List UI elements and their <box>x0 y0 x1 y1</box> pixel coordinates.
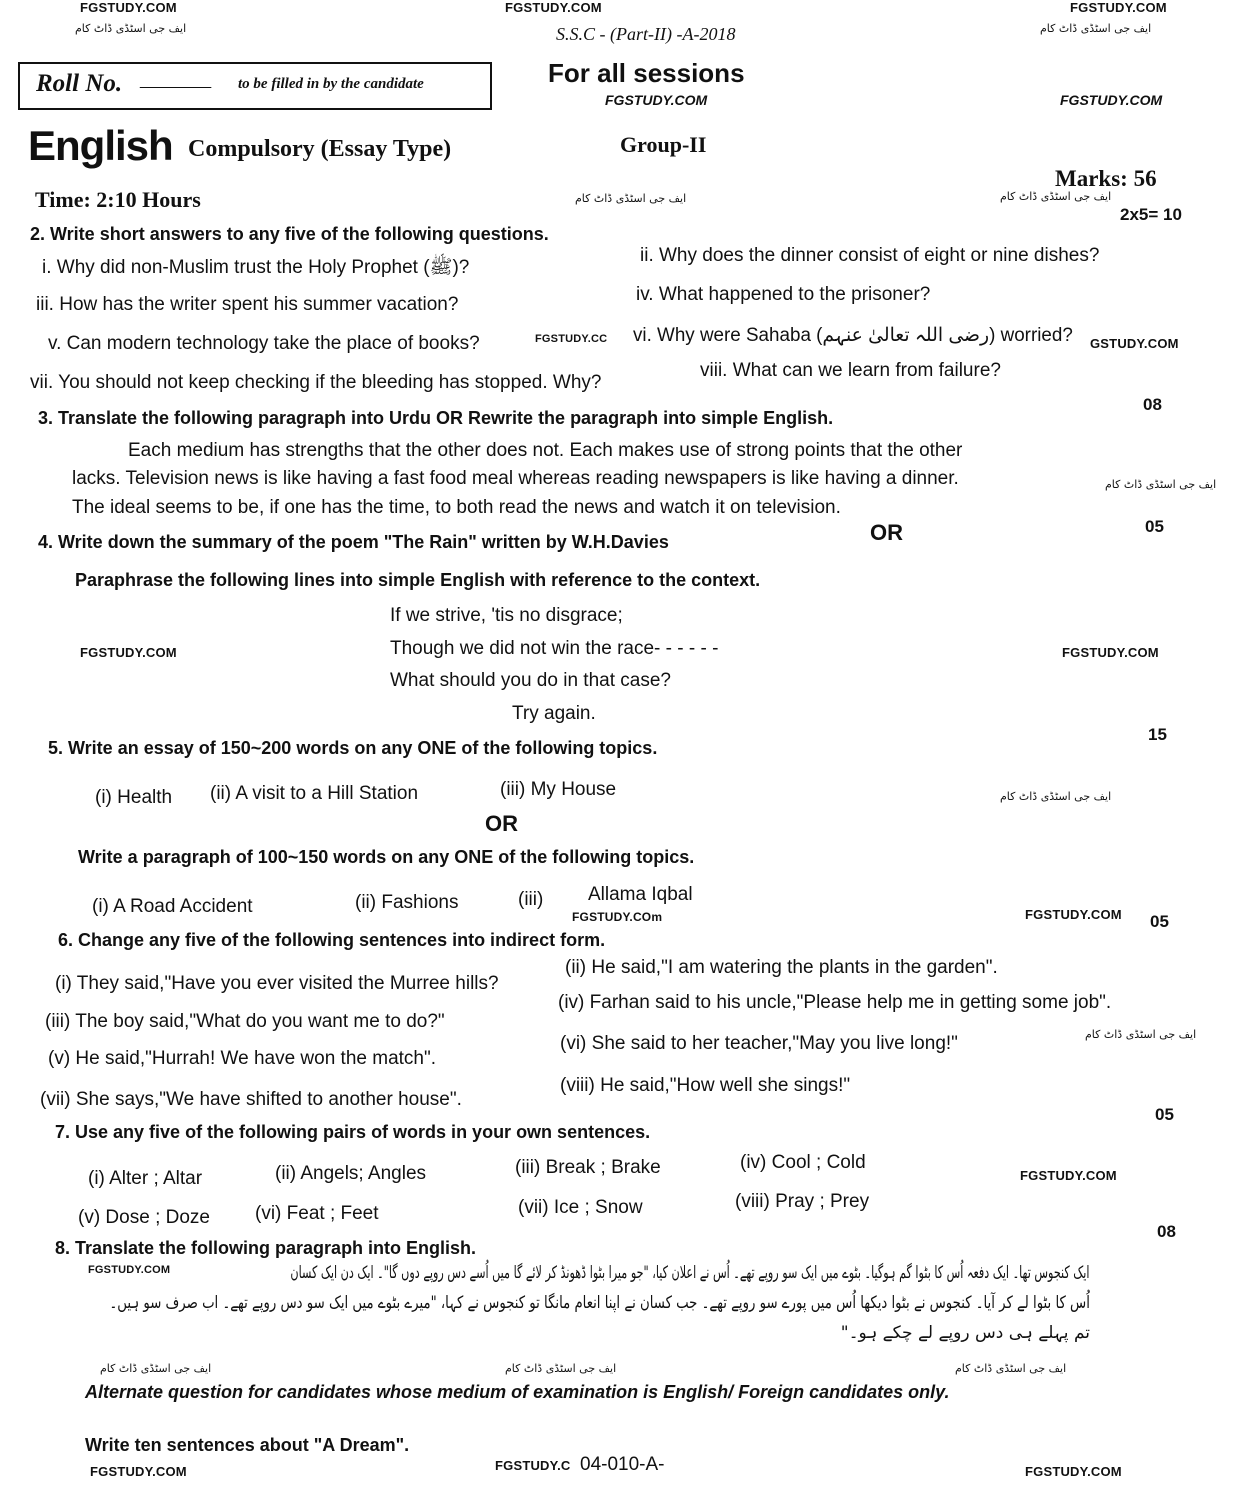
subject-subtitle: Compulsory (Essay Type) <box>188 136 452 162</box>
q3-marks: 08 <box>1143 395 1162 414</box>
watermark: FGSTUDY.CC <box>535 333 608 345</box>
q5-alt-topic: (iii) <box>518 889 544 910</box>
q2-item: ii. Why does the dinner consist of eight or nine dishes? <box>640 245 1100 266</box>
watermark-urdu: ایف جی اسٹڈی ڈاٹ کام <box>1000 790 1112 803</box>
watermark: GSTUDY.COM <box>1090 336 1179 351</box>
poem-line: Though we did not win the race- - - - - - <box>390 638 719 659</box>
poem-line: What should you do in that case? <box>390 670 671 691</box>
urdu-paragraph-line: اُس کا بٹوا لے کر آیا۔ کنجوس نے بٹوا دیکھا اُس میں پورے سو روپے تھے۔ جب کسان نے اپنا انعام مانگا تو کنجوس نے کہا، "میرے بٹوے میں ایک سو دس روپے تھے۔ اب صرف سو ہیں۔ <box>109 1293 1090 1313</box>
q3-title: 3. Translate the following paragraph into Urdu OR Rewrite the paragraph into simple English. <box>38 408 834 428</box>
q3-paragraph-line: Each medium has strengths that the other does not. Each makes use of strong points that the other <box>128 440 963 461</box>
subject-title: English <box>28 122 173 169</box>
sessions-label: For all sessions <box>548 58 745 88</box>
roll-note: to be filled in by the candidate <box>238 76 424 92</box>
watermark-urdu: ایف جی اسٹڈی ڈاٹ کام <box>100 1362 212 1375</box>
q6-item: (vi) She said to her teacher,"May you live long!" <box>560 1033 958 1054</box>
q5-title: 5. Write an essay of 150~200 words on any ONE of the following topics. <box>48 738 658 758</box>
watermark: FGSTUDY.COM <box>505 0 602 15</box>
watermark: FGSTUDY.COM <box>1025 907 1122 922</box>
watermark: FGSTUDY.COM <box>80 645 177 660</box>
word-pair: (iv) Cool ; Cold <box>740 1152 866 1173</box>
q4-title: 4. Write down the summary of the poem "The Rain" written by W.H.Davies <box>38 532 669 552</box>
q2-marks: 2x5= 10 <box>1120 205 1182 224</box>
q3-paragraph-line: The ideal seems to be, if one has the time, to both read the news and watch it on television. <box>72 497 841 518</box>
watermark-urdu: ایف جی اسٹڈی ڈاٹ کام <box>1040 22 1152 35</box>
watermark-urdu: ایف جی اسٹڈی ڈاٹ کام <box>955 1362 1067 1375</box>
word-pair: (i) Alter ; Altar <box>88 1168 203 1189</box>
urdu-paragraph-line: تم پہلے ہی دس روپے لے چکے ہو۔" <box>840 1323 1090 1343</box>
q6-item: (iv) Farhan said to his uncle,"Please help me in getting some job". <box>558 992 1112 1013</box>
poem-line: Try again. <box>512 703 596 724</box>
watermark-urdu: ایف جی اسٹڈی ڈاٹ کام <box>505 1362 617 1375</box>
q6-item: (viii) He said,"How well she sings!" <box>560 1075 851 1096</box>
urdu-paragraph-line: ایک کنجوس تھا۔ ایک دفعہ اُس کا بٹوا گم ہوگیا۔ بٹوے میں ایک سو روپے تھے۔ اُس نے اعلان کیا، "جو میرا بٹوا ڈھونڈ کر لائے گا میں اُسے دس روپے دوں گا"۔ ایک دن ایک کسان <box>290 1263 1090 1283</box>
q2-item: iii. How has the writer spent his summer vacation? <box>36 294 459 315</box>
time-allowed: Time: 2:10 Hours <box>35 187 201 212</box>
watermark-urdu: ایف جی اسٹڈی ڈاٹ کام <box>1000 190 1112 203</box>
q2-item: viii. What can we learn from failure? <box>700 360 1001 381</box>
group-label: Group-II <box>620 132 707 157</box>
q8-title: 8. Translate the following paragraph into English. <box>55 1238 477 1258</box>
word-pair: (v) Dose ; Doze <box>78 1207 210 1228</box>
q5-alt-title: Write a paragraph of 100~150 words on any ONE of the following topics. <box>78 847 695 867</box>
q6-item: (iii) The boy said,"What do you want me to do?" <box>45 1011 445 1032</box>
watermark: FGSTUDY.COM <box>88 1264 171 1276</box>
watermark: FGSTUDY.COM <box>605 92 708 108</box>
q5-topic: (i) Health <box>95 787 173 808</box>
watermark-urdu: ایف جی اسٹڈی ڈاٹ کام <box>1105 478 1217 491</box>
q7-marks: 05 <box>1155 1105 1174 1124</box>
q5-topic: (ii) A visit to a Hill Station <box>210 783 419 804</box>
q4-alt-title: Paraphrase the following lines into simple English with reference to the context. <box>75 570 761 590</box>
watermark: FGSTUDY.COM <box>1070 0 1167 15</box>
watermark: FGSTUDY.COM <box>90 1464 187 1479</box>
word-pair: (vi) Feat ; Feet <box>255 1203 379 1224</box>
watermark: FGSTUDY.COM <box>1020 1168 1117 1183</box>
q4-or: OR <box>870 520 903 545</box>
q2-item: v. Can modern technology take the place of books? <box>48 333 480 354</box>
q5-alt-topic: (i) A Road Accident <box>92 896 253 917</box>
exam-code: S.S.C - (Part-II) -A-2018 <box>556 24 736 44</box>
q6-title: 6. Change any five of the following sentences into indirect form. <box>58 930 606 950</box>
watermark-urdu: ایف جی اسٹڈی ڈاٹ کام <box>1085 1028 1197 1041</box>
word-pair: (ii) Angels; Angles <box>275 1163 427 1184</box>
watermark: FGSTUDY.COM <box>80 0 177 15</box>
q2-item: vi. Why were Sahaba (رضی اللہ تعالیٰ عنہم) worried? <box>633 325 1073 346</box>
alternate-question-note: Alternate question for candidates whose medium of examination is English/ Foreign candidates only. <box>85 1382 950 1402</box>
q4-marks: 05 <box>1145 517 1164 536</box>
q5-or: OR <box>485 811 518 836</box>
q6-item: (i) They said,"Have you ever visited the Murree hills? <box>55 973 499 994</box>
watermark: FGSTUDY.COm <box>572 910 663 924</box>
q5-alt-topic: Allama Iqbal <box>588 884 693 905</box>
q2-title: 2. Write short answers to any five of the following questions. <box>30 224 549 244</box>
q7-title: 7. Use any five of the following pairs of words in your own sentences. <box>55 1122 651 1142</box>
watermark-urdu: ایف جی اسٹڈی ڈاٹ کام <box>575 192 687 205</box>
q6-item: (ii) He said,"I am watering the plants in the garden". <box>565 957 998 978</box>
alternate-task: Write ten sentences about "A Dream". <box>85 1435 410 1455</box>
q2-item: i. Why did non-Muslim trust the Holy Prophet (ﷺ)? <box>42 257 470 278</box>
watermark: FGSTUDY.COM <box>1025 1464 1122 1479</box>
word-pair: (iii) Break ; Brake <box>515 1157 661 1178</box>
watermark: FGSTUDY.COM <box>1062 645 1159 660</box>
watermark-urdu: ایف جی اسٹڈی ڈاٹ کام <box>75 22 187 35</box>
q5-marks: 15 <box>1148 725 1167 744</box>
watermark: FGSTUDY.C <box>495 1458 571 1473</box>
q5-alt-topic: (ii) Fashions <box>355 892 459 913</box>
word-pair: (viii) Pray ; Prey <box>735 1191 870 1212</box>
q8-marks: 08 <box>1157 1222 1176 1241</box>
q6-marks: 05 <box>1150 912 1169 931</box>
q5-topic: (iii) My House <box>500 779 617 800</box>
paper-code: 04-010-A- <box>580 1454 665 1475</box>
q2-item: iv. What happened to the prisoner? <box>636 284 931 305</box>
q3-paragraph-line: lacks. Television news is like having a fast food meal whereas reading newspapers is like having a dinner. <box>72 468 959 489</box>
roll-number-box <box>18 62 492 110</box>
poem-line: If we strive, 'tis no disgrace; <box>390 605 623 626</box>
q6-item: (vii) She says,"We have shifted to another house". <box>40 1089 462 1110</box>
total-marks: Marks: 56 <box>1055 166 1157 191</box>
q6-item: (v) He said,"Hurrah! We have won the match". <box>48 1048 437 1069</box>
word-pair: (vii) Ice ; Snow <box>518 1197 643 1218</box>
roll-label: Roll No. <box>36 70 123 97</box>
q2-item: vii. You should not keep checking if the bleeding has stopped. Why? <box>30 372 602 393</box>
watermark: FGSTUDY.COM <box>1060 92 1163 108</box>
roll-blank[interactable]: ________ <box>140 72 212 89</box>
